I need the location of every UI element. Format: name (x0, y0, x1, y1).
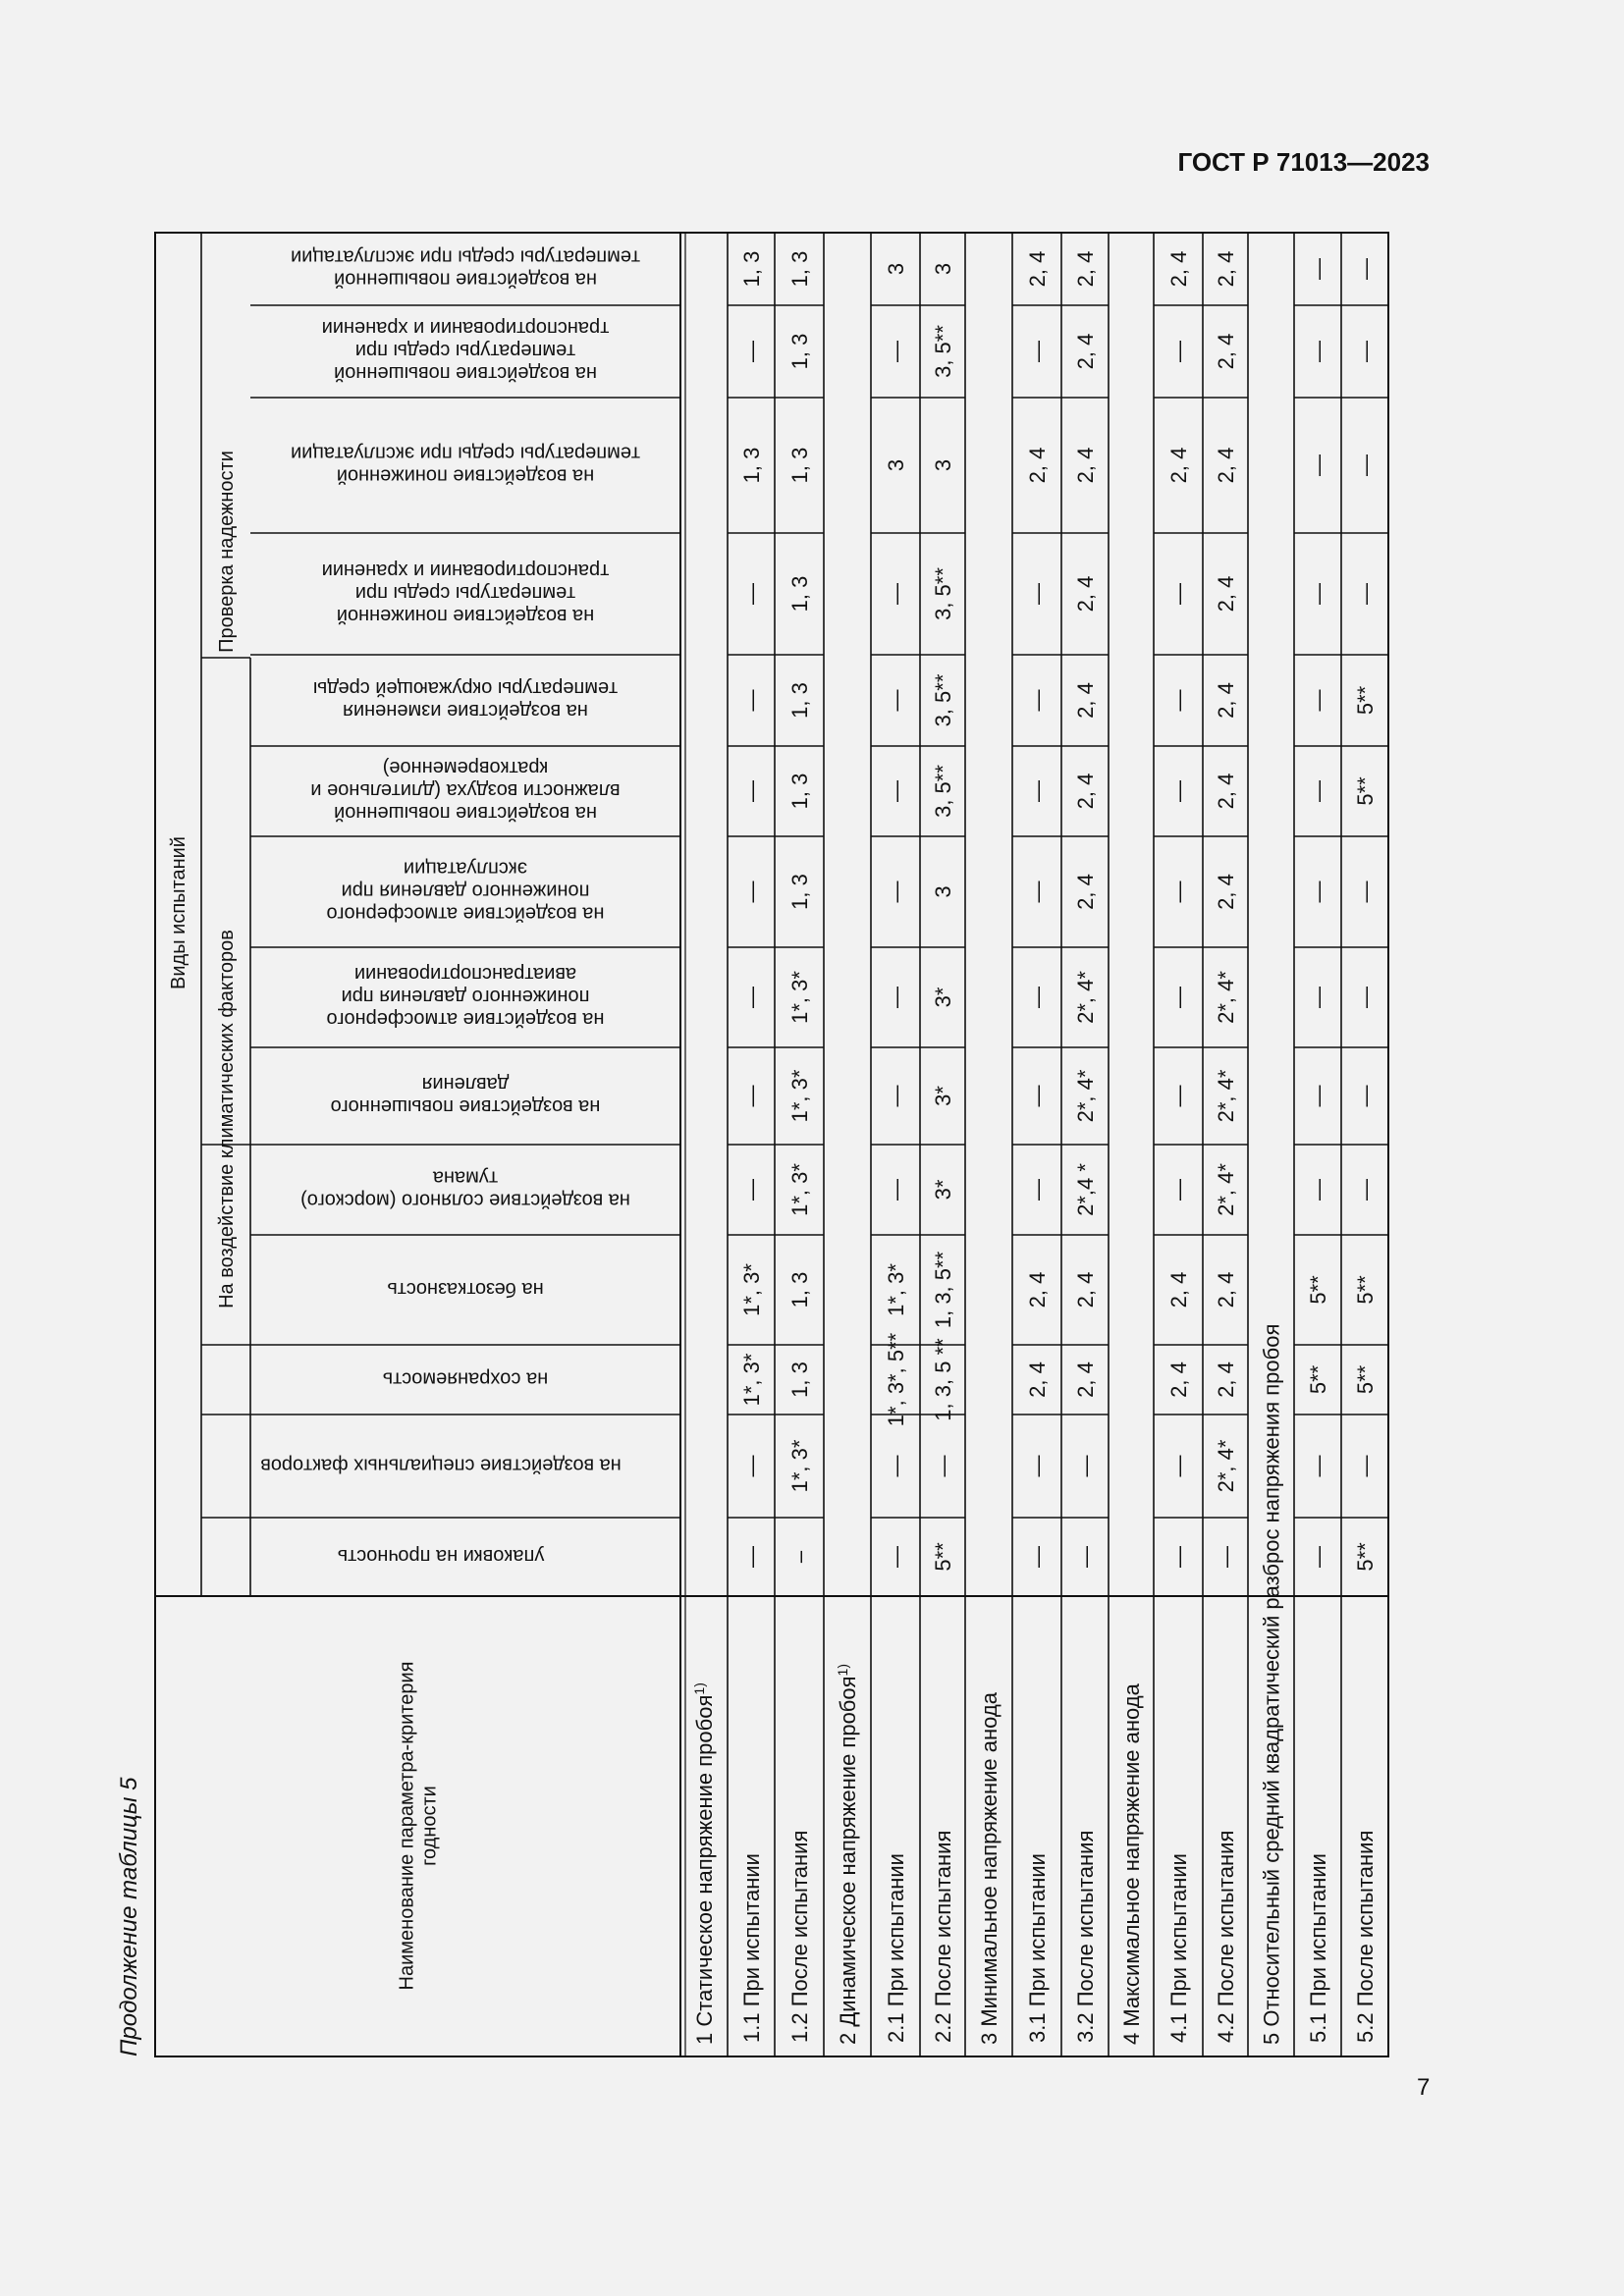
table-cell: — (884, 1455, 908, 1477)
table-cell: — (1166, 689, 1191, 712)
table-cell: 2, 4 (1166, 250, 1191, 288)
table-cell: — (1353, 987, 1378, 1008)
column-header: на воздействие пониженнойтемпературы среды притранспортировании и хранении (321, 560, 610, 626)
table-cell: 2*, 4* (1214, 1069, 1238, 1123)
row-label: 1.1 При испытании (739, 1853, 764, 2043)
section-label: 3 Минимальное напряжение анода (977, 1692, 1001, 2045)
table-cell: 1*, 3* (787, 1163, 812, 1216)
table-cell: — (739, 881, 764, 903)
table-cell: — (1025, 583, 1050, 605)
section-label: 5 Относительный средний квадратический разброс напряжения пробоя (1259, 1323, 1284, 2045)
table-cell: — (884, 689, 908, 712)
table-cell: — (1306, 454, 1330, 476)
section-label: 1 Статическое напряжение пробоя$^{1)}$ (691, 1682, 717, 2045)
table-cell: — (1025, 1546, 1050, 1568)
table-cell: 2, 4 (1214, 1271, 1238, 1308)
table-cell: — (1166, 341, 1191, 362)
column-header: на воздействие повышеннойтемпературы среды при эксплуатации (291, 245, 640, 291)
table-cell: 3* (931, 1179, 955, 1201)
table-cell: 1, 3 (739, 250, 764, 288)
table-cell: 1*, 3* (739, 1263, 764, 1316)
table-cell: 5** (1353, 776, 1378, 806)
table-cell: — (1306, 881, 1330, 903)
table-cell: 1, 3 (787, 250, 812, 288)
row-label: 5.2 После испытания (1353, 1830, 1378, 2043)
table-cell: — (1353, 1179, 1378, 1201)
table-cell: 3* (931, 987, 955, 1008)
table-cell: 5** (1353, 685, 1378, 716)
table-cell: 2, 4 (1073, 333, 1098, 370)
table-cell: — (1025, 1455, 1050, 1477)
table-cell: — (1166, 1455, 1191, 1477)
table-cell: 2, 4 (1214, 874, 1238, 910)
table-cell: 2, 4 (1073, 682, 1098, 719)
table-cell: 2, 4 (1214, 250, 1238, 288)
table-cell: 3 (931, 262, 955, 276)
column-header: на сохраняемость (382, 1367, 549, 1390)
table-cell: — (1353, 1455, 1378, 1477)
column-header: упаковки на прочность (337, 1545, 545, 1567)
table-cell: — (1025, 1085, 1050, 1107)
table-cell: 3 (884, 262, 908, 276)
table-cell: — (1073, 1546, 1098, 1568)
column-header: на воздействие атмосферногопониженного давления приэксплуатации (326, 857, 605, 925)
table-cell: — (931, 1455, 955, 1477)
table-cell: — (884, 1179, 908, 1201)
table-cell: 2, 4 (1073, 447, 1098, 484)
table-cell: — (1306, 1455, 1330, 1477)
table-cell: 1, 3 (787, 773, 812, 810)
table-cell: 2, 4 (1166, 1362, 1191, 1398)
table-cell: 1*, 3* (884, 1263, 908, 1316)
table-cell: — (1166, 1179, 1191, 1201)
table-cell: 3 (931, 458, 955, 472)
column-header: на воздействие соляного (морского)тумана (300, 1166, 630, 1211)
table-cell: — (1166, 1546, 1191, 1568)
table-cell: 2*, 4* (1214, 1439, 1238, 1493)
table-cell: — (739, 780, 764, 802)
table-cell: 2*, 4* (1214, 1163, 1238, 1216)
table-cell: 5** (1353, 1542, 1378, 1572)
table-cell: — (1306, 987, 1330, 1008)
row-label: 4.1 При испытании (1166, 1853, 1191, 2043)
table-cell: — (1353, 454, 1378, 476)
table-cell: — (1166, 583, 1191, 605)
table-cell: — (1306, 1546, 1330, 1568)
page-number: 7 (1417, 2074, 1431, 2101)
row-label: 5.1 При испытании (1306, 1853, 1330, 2043)
table-cell: — (1306, 1085, 1330, 1107)
table-cell: 1*, 3* (787, 971, 812, 1024)
table-cell: 2, 4 (1073, 874, 1098, 910)
table-cell: 3 (884, 458, 908, 472)
table-cell: — (1025, 987, 1050, 1008)
row-label: 3.2 После испытания (1073, 1830, 1098, 2043)
row-label: 2.2 После испытания (931, 1830, 955, 2043)
row-label: 1.2 После испытания (787, 1830, 812, 2043)
table-cell: — (1166, 987, 1191, 1008)
column-header: на безотказность (387, 1278, 544, 1300)
table-cell: 2, 4 (1214, 333, 1238, 370)
table-cell: 2, 4 (1025, 1271, 1050, 1308)
table-cell: 3, 5** (931, 673, 955, 727)
table-cell: 2, 4 (1073, 773, 1098, 810)
table-cell: — (1166, 881, 1191, 903)
test-types-header: Виды испытаний (168, 836, 189, 989)
table-cell: 1, 3 (787, 1362, 812, 1398)
table-cell: — (884, 1085, 908, 1107)
table-cell: 2, 4 (1214, 447, 1238, 484)
table-cell: 3 (931, 885, 955, 898)
table-cell: — (1025, 341, 1050, 362)
table-cell: 2*,4 * (1073, 1163, 1098, 1216)
table-cell: — (1166, 780, 1191, 802)
table-cell: — (1353, 881, 1378, 903)
table-cell: 3, 5** (931, 765, 955, 818)
table-cell: 2, 4 (1025, 250, 1050, 288)
table-cell: 2, 4 (1073, 1362, 1098, 1398)
document-number: ГОСТ Р 71013—2023 (1177, 147, 1430, 177)
table-cell: 2, 4 (1214, 682, 1238, 719)
column-header: на воздействие пониженнойтемпературы среды при эксплуатации (291, 442, 640, 487)
table-cell: — (739, 341, 764, 362)
table-cell: 1*, 3* (787, 1069, 812, 1123)
table-cell: 5** (1306, 1364, 1330, 1395)
table-cell: 2, 4 (1214, 575, 1238, 613)
table-cell: 2, 4 (1166, 447, 1191, 484)
table-cell: 2, 4 (1214, 773, 1238, 810)
table-cell: 1, 3 (787, 874, 812, 910)
table-cell: — (739, 689, 764, 712)
column-header: на воздействие изменениятемпературы окружающей среды (312, 677, 619, 721)
table-cell: — (1306, 689, 1330, 712)
table-cell: — (739, 987, 764, 1008)
row-label: 4.2 После испытания (1214, 1830, 1238, 2043)
column-header: на воздействие повышеннойтемпературы среды притранспортировании и хранении (321, 317, 610, 384)
table-cell: — (884, 881, 908, 903)
table-cell: 2, 4 (1073, 1271, 1098, 1308)
table-cell: 1*, 3* (739, 1353, 764, 1407)
table-cell: 5** (1353, 1275, 1378, 1305)
table-cell: 2, 4 (1073, 575, 1098, 613)
table-cell: 2, 4 (1214, 1362, 1238, 1398)
table-cell: — (1306, 258, 1330, 280)
column-header: на воздействие специальных факторов (260, 1454, 622, 1476)
column-header: на воздействие атмосферногопониженного давления приавиатранспортировании (326, 963, 605, 1030)
table-cell: — (1025, 780, 1050, 802)
table-cell: — (1214, 1546, 1238, 1568)
table-cell: 3, 5** (931, 567, 955, 620)
table-cell: 2*, 4* (1214, 971, 1238, 1024)
table-cell: — (739, 1546, 764, 1568)
table-cell: — (1306, 341, 1330, 362)
table-cell: 1, 3, 5 ** (931, 1338, 955, 1421)
table-cell: – (787, 1550, 812, 1564)
table-cell: — (1025, 1179, 1050, 1201)
table-cell: 1, 3 (787, 333, 812, 370)
reliability-group-header: Проверка надежности (216, 451, 238, 653)
section-label: 4 Максимальное напряжение анода (1119, 1683, 1144, 2045)
row-label: 3.1 При испытании (1025, 1853, 1050, 2043)
table-cell: — (884, 780, 908, 802)
table-cell: 1, 3 (739, 447, 764, 484)
table-cell: 2*, 4* (1073, 971, 1098, 1024)
climatic-group-header: На воздействие климатических факторов (216, 930, 238, 1308)
table-cell: — (1353, 258, 1378, 280)
table-cell: 5** (1353, 1364, 1378, 1395)
table-cell: — (1166, 1085, 1191, 1107)
table-caption: Продолжение таблицы 5 (116, 1777, 142, 2056)
table-cell: 2, 4 (1025, 1362, 1050, 1398)
table-cell: 1, 3, 5** (931, 1251, 955, 1329)
table-cell: — (1025, 881, 1050, 903)
table-cell: 2, 4 (1166, 1271, 1191, 1308)
table-cell: 1, 3 (787, 682, 812, 719)
table-cell: — (739, 1455, 764, 1477)
table-cell: — (739, 1085, 764, 1107)
table-cell: 1, 3 (787, 447, 812, 484)
param-column-header: Наименование параметра-критериягодности (396, 1661, 441, 1991)
table-cell: — (884, 987, 908, 1008)
row-label: 2.1 При испытании (884, 1853, 908, 2043)
column-header: на воздействие повышенногодавления (330, 1073, 601, 1117)
table-cell: 1, 3 (787, 575, 812, 613)
table-cell: — (1306, 583, 1330, 605)
table-cell: — (739, 583, 764, 605)
table-cell: 3, 5** (931, 325, 955, 378)
table-cell: — (1353, 583, 1378, 605)
table-cell: 1, 3 (787, 1271, 812, 1308)
table-cell: 3* (931, 1086, 955, 1106)
table-cell: — (884, 583, 908, 605)
section-label: 2 Динамическое напряжение пробоя$^{1)}$ (835, 1663, 860, 2045)
table-cell: 5** (1306, 1275, 1330, 1305)
column-header: на воздействие повышеннойвлажности воздуха (длительное икратковременное) (310, 757, 621, 824)
table-cell: — (884, 1546, 908, 1568)
table-cell: 1*, 3* (787, 1439, 812, 1493)
table-cell: 2, 4 (1073, 250, 1098, 288)
table-cell: 2*, 4* (1073, 1069, 1098, 1123)
table-cell: — (1353, 341, 1378, 362)
table-cell: 1*, 3*, 5** (884, 1332, 908, 1427)
table-cell: — (1353, 1085, 1378, 1107)
table-cell: — (1306, 780, 1330, 802)
table-cell: — (739, 1179, 764, 1201)
table-cell: — (1073, 1455, 1098, 1477)
table-cell: 5** (931, 1542, 955, 1572)
table-cell: — (1306, 1179, 1330, 1201)
table-cell: 2, 4 (1025, 447, 1050, 484)
table-cell: — (884, 341, 908, 362)
table-cell: — (1025, 689, 1050, 712)
